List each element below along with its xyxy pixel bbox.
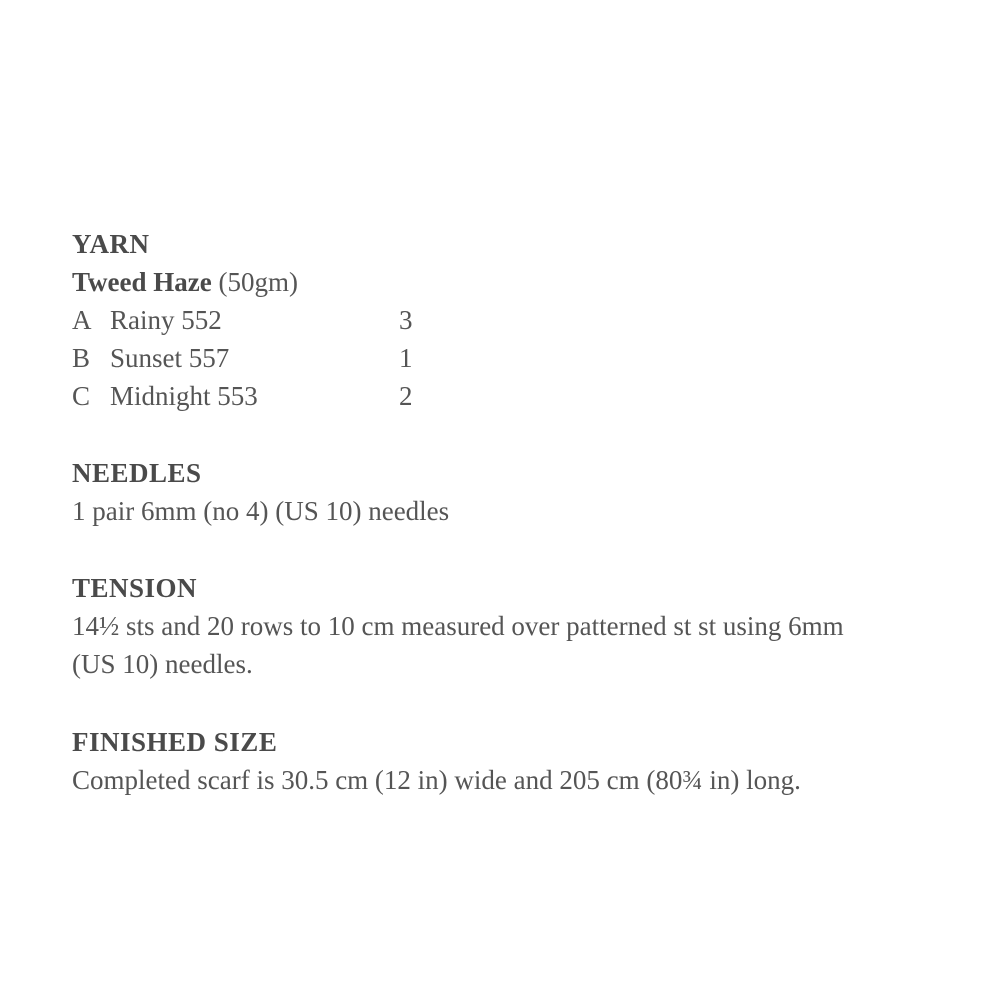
tension-section bbox=[72, 569, 844, 683]
shade-quantity: 3 bbox=[399, 305, 413, 335]
finished-size-section bbox=[72, 723, 801, 799]
shade-row bbox=[72, 377, 439, 415]
needles-heading: NEEDLES bbox=[72, 458, 202, 488]
shade-quantity: 2 bbox=[399, 381, 413, 411]
yarn-name: Tweed Haze bbox=[72, 267, 212, 297]
finished-size-heading: FINISHED SIZE bbox=[72, 727, 278, 757]
shade-letter: C bbox=[72, 381, 91, 411]
yarn-heading: YARN bbox=[72, 229, 150, 259]
shade-name: Sunset 557 bbox=[110, 343, 230, 373]
shade-letter: A bbox=[72, 305, 92, 335]
shade-row bbox=[72, 301, 439, 339]
yarn-section bbox=[72, 225, 439, 415]
needles-text: 1 pair 6mm (no 4) (US 10) needles bbox=[72, 496, 450, 526]
needles-section bbox=[72, 454, 449, 530]
shade-name: Midnight 553 bbox=[110, 381, 258, 411]
tension-text-line-1: 14½ sts and 20 rows to 10 cm measured over patterned st st using 6mm bbox=[72, 611, 844, 641]
shade-letter: B bbox=[72, 343, 91, 373]
yarn-weight: (50gm) bbox=[218, 267, 298, 297]
yarn-description bbox=[72, 263, 439, 301]
tension-text-line-2: (US 10) needles. bbox=[72, 649, 253, 679]
shade-row bbox=[72, 339, 439, 377]
finished-size-text: Completed scarf is 30.5 cm (12 in) wide and 205 cm (80¾ in) long. bbox=[72, 765, 801, 795]
tension-heading: TENSION bbox=[72, 573, 198, 603]
shade-name: Rainy 552 bbox=[110, 305, 222, 335]
shade-quantity: 1 bbox=[399, 343, 413, 373]
